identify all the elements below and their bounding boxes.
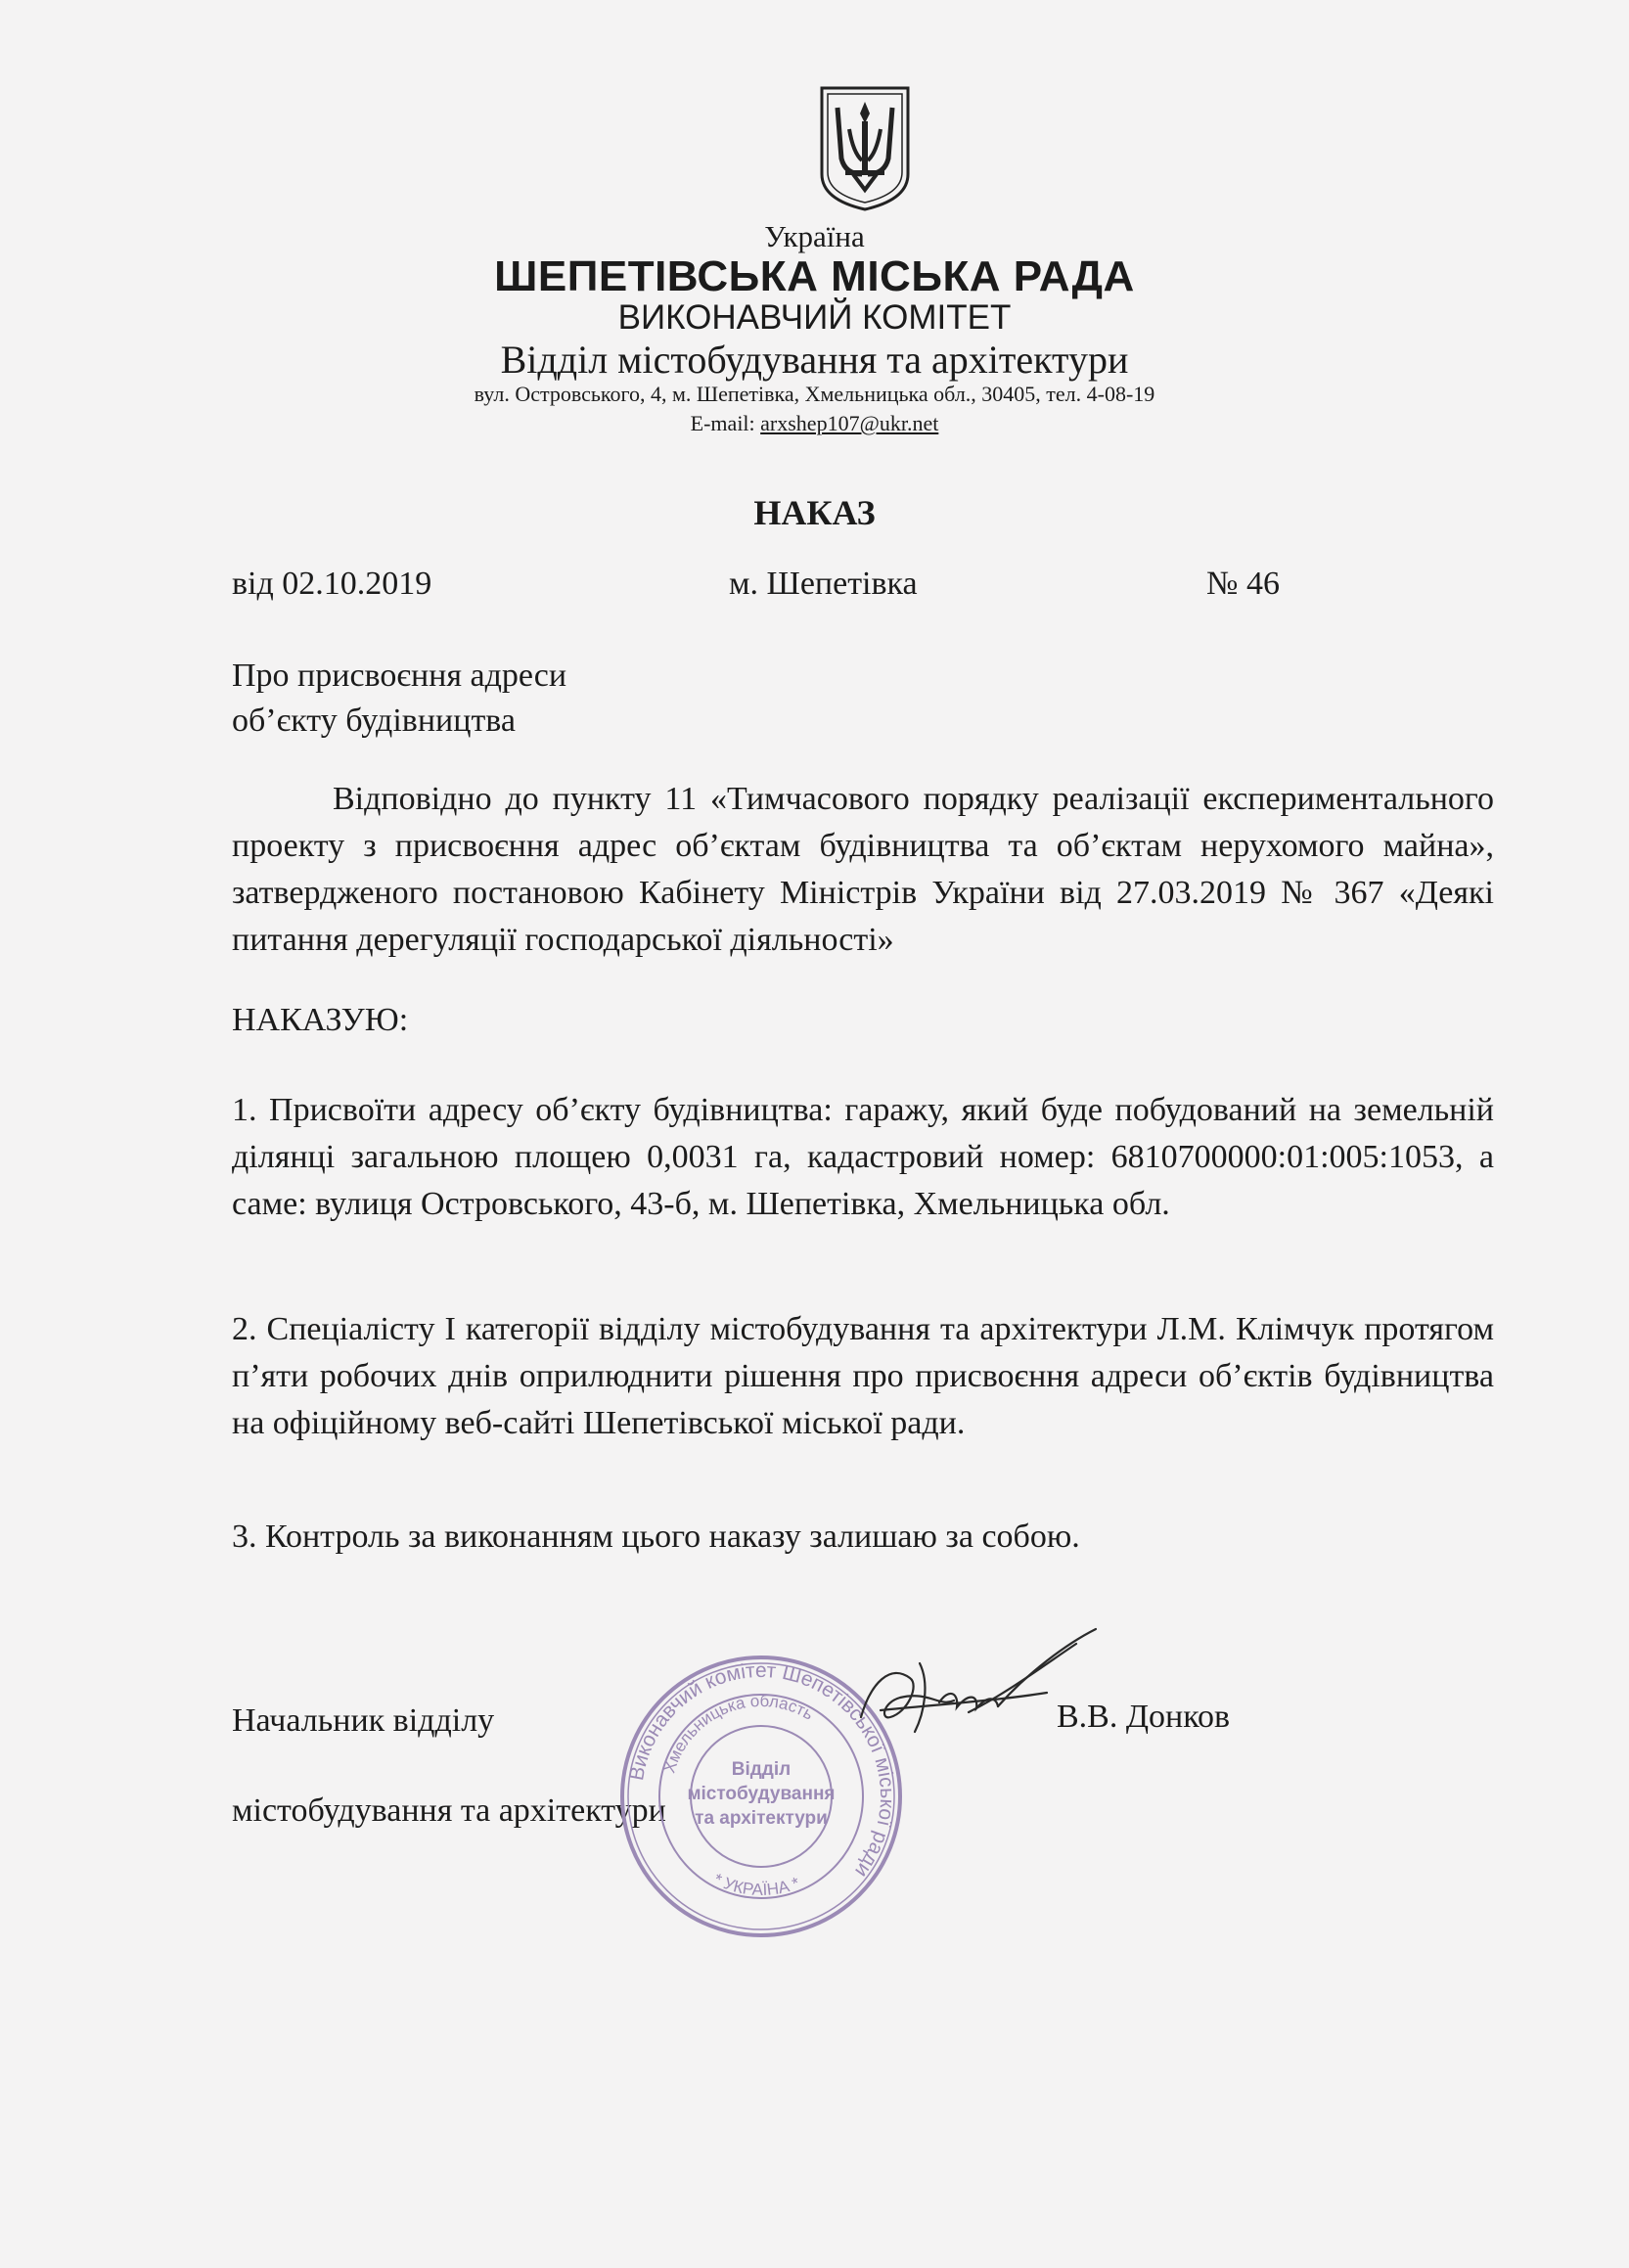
coat-of-arms-icon bbox=[816, 84, 914, 213]
email-line bbox=[0, 411, 1629, 436]
order-item-2: 2. Спеціалісту І категорії відділу містобудування та архітектури Л.М. Клімчук протягом п’яти робочих днів оприлюднити рішення про присвоєння адреси об’єктів будівництва на офіційному веб-сайті Шепетівської міської ради. bbox=[232, 1311, 1494, 1441]
department-address: вул. Островського, 4, м. Шепетівка, Хмельницька обл., 30405, тел. 4-08-19 bbox=[474, 382, 1155, 406]
order-item-3: 3. Контроль за виконанням цього наказу залишаю за собою. bbox=[232, 1519, 1080, 1555]
order-word: НАКАЗУЮ: bbox=[232, 1002, 409, 1038]
preamble-paragraph: Відповідно до пункту 11 «Тимчасового порядку реалізації експериментального проекту з присвоєння адрес об’єктам будівництва та об’єктам нерухомого майна», затвердженого постановою Кабінету Міністрів України від 27.03.2019 № 367 «Деякі питання дерегуляції господарської діяльності» bbox=[232, 781, 1494, 958]
stamp-bottom-text bbox=[710, 1870, 802, 1899]
subject-line-1: Про присвоєння адреси bbox=[232, 658, 567, 694]
stamp-outer-textpath: Виконавчий комітет Шепетівської міської ради bbox=[625, 1658, 899, 1882]
signatory-position bbox=[232, 1654, 666, 1879]
stamp-center-line-3: та архітектури bbox=[695, 1808, 828, 1829]
department-name: Відділ містобудування та архітектури bbox=[500, 338, 1129, 382]
document-date: від 02.10.2019 bbox=[232, 566, 432, 602]
stamp-center-line-1: Відділ bbox=[731, 1759, 792, 1780]
position-line-1: Начальник відділу bbox=[232, 1702, 495, 1739]
handwritten-signature bbox=[822, 1624, 1115, 1751]
committee-name: ВИКОНАВЧИЙ КОМІТЕТ bbox=[617, 298, 1012, 337]
document-number: № 46 bbox=[1206, 566, 1280, 602]
country-name: Україна bbox=[764, 219, 865, 253]
stamp-bottom-textpath: * УКРАЇНА * bbox=[710, 1869, 802, 1900]
council-name: ШЕПЕТІВСЬКА МІСЬКА РАДА bbox=[494, 252, 1135, 300]
email-label: E-mail: bbox=[690, 411, 761, 435]
stamp-inner-textpath: Хмельницька область bbox=[659, 1691, 817, 1776]
position-line-2: містобудування та архітектури bbox=[232, 1792, 666, 1829]
order-item-1: 1. Присвоїти адресу об’єкту будівництва: гаражу, який буде побудований на земельній ділянці загальною площею 0,0031 га, кадастровий номер: 6810700000:01:005:1053, а саме: вулиця Островського, 43-б, м. Шепетівка, Хмельницька обл. bbox=[232, 1092, 1494, 1222]
stamp-center-line-2: містобудування bbox=[687, 1784, 836, 1804]
email-link[interactable]: arxshep107@ukr.net bbox=[760, 411, 939, 435]
document-subject bbox=[232, 654, 566, 744]
document-type: НАКАЗ bbox=[753, 493, 876, 532]
signatory-name: В.В. Донков bbox=[1057, 1699, 1231, 1735]
document-city: м. Шепетівка bbox=[729, 566, 918, 602]
subject-line-2: об’єкту будівництва bbox=[232, 703, 516, 739]
